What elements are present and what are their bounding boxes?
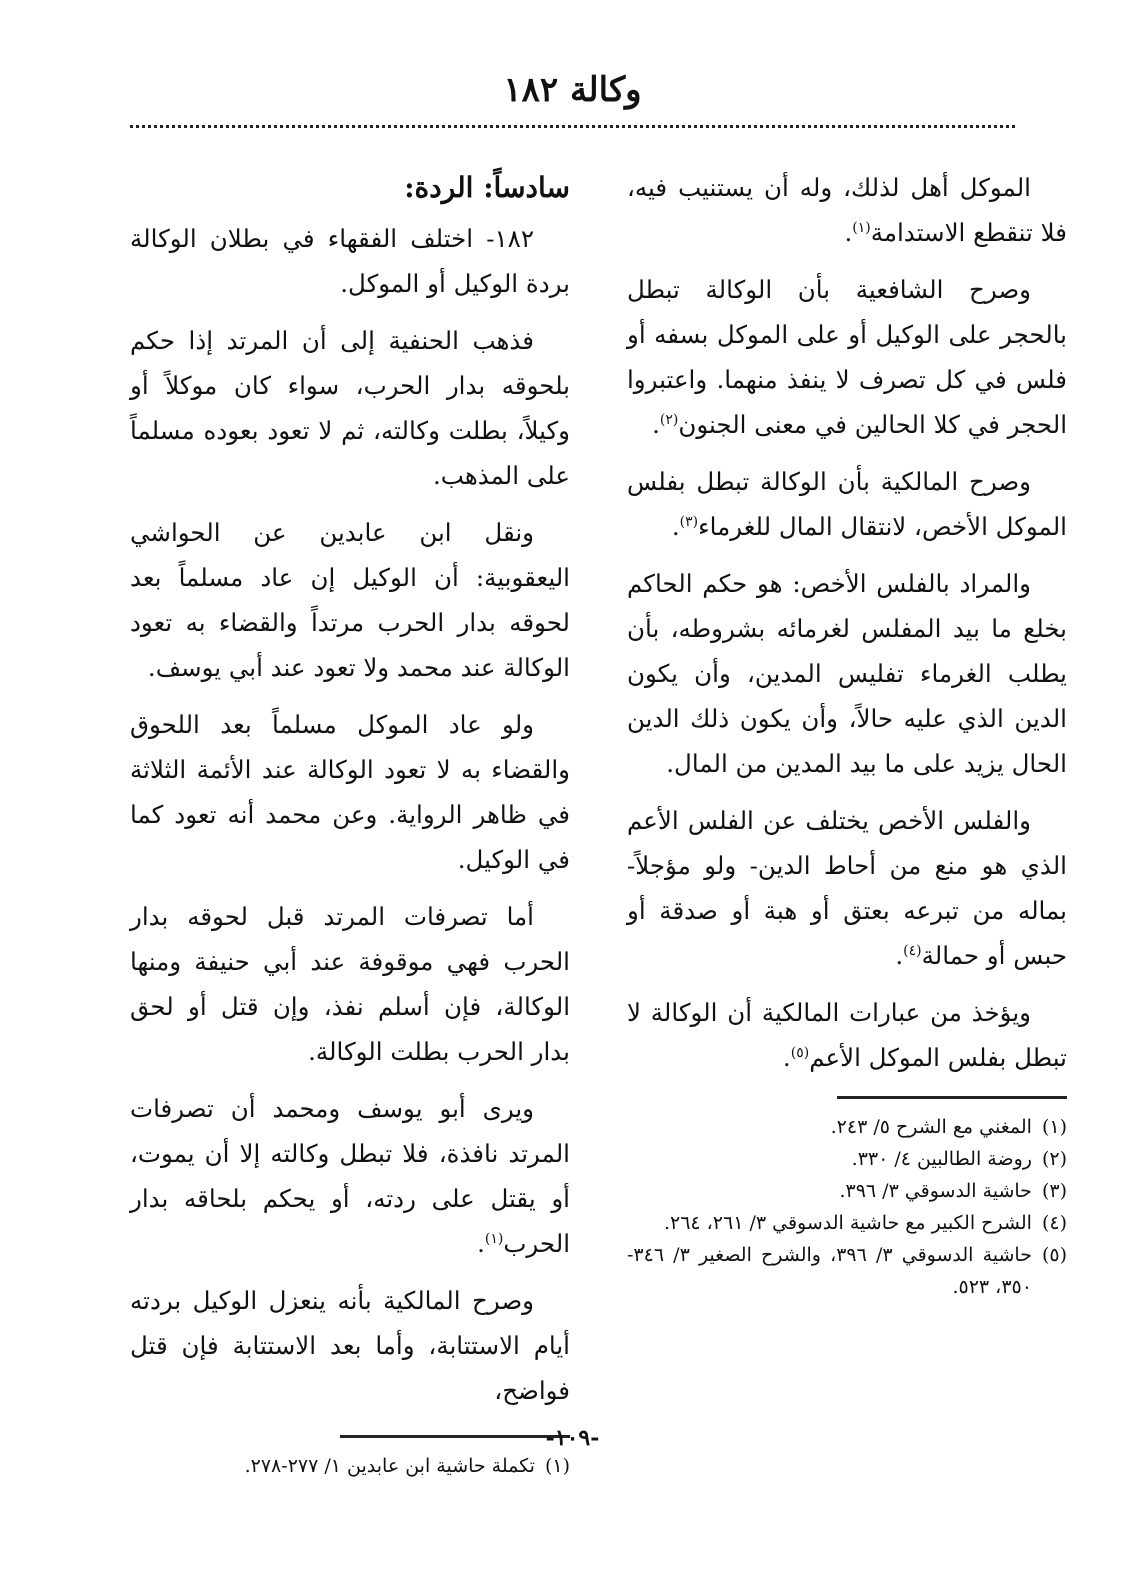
paragraph — [130, 1278, 570, 1413]
footnote — [627, 1143, 1067, 1175]
paragraph — [130, 510, 570, 690]
paragraph — [130, 894, 570, 1074]
paragraph-text: فذهب الحنفية إلى أن المرتد إذا حكم بلحوقه بدار الحرب، سواء كان موكلاً أو وكيلاً، بطلت وكالته، ثم لا تعود بعوده مسلماً على المذهب. — [130, 326, 570, 490]
paragraph — [130, 1086, 570, 1266]
footnote-text: روضة الطالبين ٤/ ٣٣٠. — [851, 1148, 1032, 1170]
footnote-number: (٣) — [1041, 1180, 1067, 1202]
paragraph — [627, 798, 1067, 978]
paragraph — [627, 165, 1067, 255]
paragraph-text: ولو عاد الموكل مسلماً بعد اللحوق والقضاء به لا تعود الوكالة عند الأئمة الثلاثة في ظاهر الرواية. وعن محمد أنه تعود كما في الوكيل. — [130, 710, 570, 874]
footnote-text: حاشية الدسوقي ٣/ ٣٩٦. — [839, 1180, 1032, 1202]
footnote-text: المغني مع الشرح ٥/ ٢٤٣. — [830, 1116, 1032, 1138]
paragraph-text: ويؤخذ من عبارات المالكية أن الوكالة لا تبطل بفلس الموكل الأعم — [627, 998, 1067, 1072]
footnote-text: حاشية الدسوقي ٣/ ٣٩٦، والشرح الصغير ٣/ ٣٤٦- ٣٥٠، ٥٢٣. — [627, 1244, 1032, 1298]
footnote — [627, 1239, 1067, 1303]
footnote — [130, 1450, 570, 1482]
footnote-reference: (٢) — [659, 411, 679, 428]
footnote-number: (٢) — [1041, 1148, 1067, 1170]
right-footnotes — [627, 1111, 1067, 1303]
paragraph-end-punctuation: . — [782, 1043, 791, 1072]
paragraph-text: وصرح المالكية بأنه ينعزل الوكيل بردته أيام الاستتابة، وأما بعد الاستتابة فإن قتل فواضح، — [130, 1286, 570, 1405]
left-column-body — [130, 216, 570, 1413]
header-dotted-rule — [130, 125, 1015, 128]
paragraph-text: وصرح الشافعية بأن الوكالة تبطل بالحجر على الوكيل أو على الموكل بسفه أو فلس في كل تصرف لا ينفذ منهما. واعتبروا الحجر في كلا الحالين في معنى الجنون — [627, 275, 1067, 439]
footnote-number: (٤) — [1041, 1212, 1067, 1234]
footnote — [627, 1175, 1067, 1207]
paragraph — [627, 990, 1067, 1080]
paragraph — [130, 318, 570, 498]
footnote-reference: (١) — [484, 1230, 504, 1247]
footnote-text: الشرح الكبير مع حاشية الدسوقي ٣/ ٢٦١، ٢٦٤. — [663, 1212, 1032, 1234]
paragraph-end-punctuation: . — [477, 1229, 485, 1258]
footnote-number: (٥) — [1041, 1244, 1067, 1266]
paragraph-text: والمراد بالفلس الأخص: هو حكم الحاكم بخلع ما بيد المفلس لغرمائه بشروطه، بأن يطلب الغرماء تفليس المدين، وأن يكون الدين الذي عليه حالاً، وأن يكون ذلك الدين الحال يزيد على ما بيد المدين من المال. — [627, 569, 1067, 778]
footnote-number: (١) — [544, 1455, 570, 1477]
footnote-reference: (٥) — [790, 1044, 810, 1061]
footnote — [627, 1207, 1067, 1239]
footnote-reference: (١) — [852, 219, 871, 236]
paragraph-text: والفلس الأخص يختلف عن الفلس الأعم الذي هو منع من أحاط الدين- ولو مؤجلاً- بماله من تبرعه بعتق أو هبة أو صدقة أو حبس أو حمالة — [627, 806, 1067, 970]
paragraph-text: ١٨٢- اختلف الفقهاء في بطلان الوكالة بردة الوكيل أو الموكل. — [130, 224, 570, 298]
paragraph — [627, 267, 1067, 447]
footnote-reference: (٣) — [679, 513, 699, 530]
page-header-title: وكالة ١٨٢ — [503, 70, 642, 110]
left-column — [130, 165, 570, 1482]
paragraph-end-punctuation: . — [844, 218, 853, 247]
footnote-number: (١) — [1041, 1116, 1067, 1138]
paragraph-text: وصرح المالكية بأن الوكالة تبطل بفلس الموكل الأخص، لانتقال المال للغرماء — [627, 467, 1067, 541]
right-column-body — [627, 165, 1067, 1080]
left-footnotes — [130, 1450, 570, 1482]
paragraph-end-punctuation: . — [671, 512, 680, 541]
paragraph-text: ويرى أبو يوسف ومحمد أن تصرفات المرتد نافذة، فلا تبطل وكالته إلا أن يموت، أو يقتل على ردته، أو يحكم بلحاقه بدار الحرب — [130, 1094, 570, 1258]
footnote-text: تكملة حاشية ابن عابدين ١/ ٢٧٧-٢٧٨. — [244, 1455, 535, 1477]
footnote-separator — [837, 1096, 1067, 1099]
paragraph — [627, 459, 1067, 549]
paragraph — [130, 216, 570, 306]
footnote — [627, 1111, 1067, 1143]
paragraph-text: أما تصرفات المرتد قبل لحوقه بدار الحرب فهي موقوفة عند أبي حنيفة ومنها الوكالة، فإن أسلم نفذ، وإن قتل أو لحق بدار الحرب بطلت الوكالة. — [130, 902, 570, 1066]
section-title: سادساً: الردة: — [404, 171, 570, 204]
paragraph-text: ونقل ابن عابدين عن الحواشي اليعقوبية: أن الوكيل إن عاد مسلماً بعد لحوقه بدار الحرب مرتداً والقضاء به تعود الوكالة عند محمد ولا تعود عند أبي يوسف. — [130, 518, 570, 682]
footnote-reference: (٤) — [903, 942, 922, 959]
paragraph — [627, 561, 1067, 786]
paragraph-end-punctuation: . — [652, 410, 660, 439]
paragraph-end-punctuation: . — [895, 941, 904, 970]
paragraph — [130, 702, 570, 882]
right-column — [627, 165, 1067, 1303]
paragraph-text: الموكل أهل لذلك، وله أن يستنيب فيه، فلا تنقطع الاستدامة — [627, 173, 1067, 247]
page-number: -١٠٩- — [545, 1425, 600, 1451]
